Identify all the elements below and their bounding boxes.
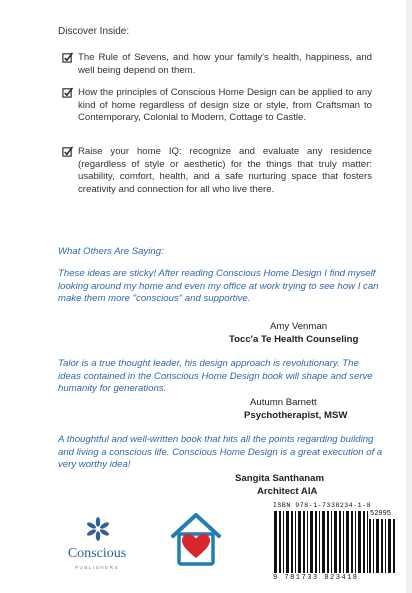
testimonial-org: Architect AIA — [257, 486, 318, 497]
price-barcode — [369, 519, 395, 573]
testimonial-attribution — [244, 396, 347, 422]
lotus-flower-icon — [87, 516, 109, 542]
discover-heading: Discover Inside: — [58, 26, 130, 37]
testimonial-org: Tocc'a Te Health Counseling — [229, 334, 359, 345]
testimonials-heading: What Others Are Saying: — [58, 246, 164, 257]
testimonial-name: Amy Venman — [270, 321, 328, 332]
feature-text: Raise your home IQ: recognize and evaluate any residence (regardless of style or aesthetic) for the things that truly matter: usability, comfort, health, and a safe nurturing space that fosters creativity and connection for all who live there. — [78, 146, 372, 195]
checked-box-icon — [62, 146, 73, 157]
testimonial-quote: Talor is a true thought leader, his design approach is revolutionary. The ideas contained in the Conscious Home Design book will shape and serve humanity for generations. — [58, 358, 373, 394]
testimonial-attribution — [229, 320, 358, 346]
feature-text: The Rule of Sevens, and how your family's health, happiness, and well being depend on them. — [78, 52, 372, 76]
feature-text: How the principles of Conscious Home Design can be applied to any kind of home regardless of design size or style, from Craftsman to Contemporary, Colonial to Modern, Cottage to Castle. — [78, 87, 372, 124]
feature-item — [62, 52, 372, 77]
checked-box-icon — [62, 52, 73, 63]
testimonial-name: Sangita Santhanam — [235, 473, 325, 484]
testimonial-quote: These ideas are sticky! After reading Conscious Home Design I find myself looking around my home and even my office at work trying to see how I can make them more "conscious" and supportive. — [58, 268, 379, 304]
ean-barcode — [274, 511, 368, 573]
feature-item — [62, 146, 372, 196]
feature-item — [62, 87, 372, 125]
publisher-tagline: PUBLISHERS — [74, 565, 120, 570]
checked-box-icon — [62, 87, 73, 98]
testimonial-quote: A thoughtful and well-written book that hits all the points regarding building and living a conscious life. Conscious Home Design is a great execution of a very worthy idea! — [58, 434, 383, 470]
testimonial-org: Psychotherapist, MSW — [244, 410, 348, 421]
page-edge — [406, 0, 412, 593]
isbn-text: ISBN 978-1-7338234-1-8 — [273, 502, 372, 509]
publisher-name: Conscious — [67, 546, 127, 561]
house-heart-icon — [169, 510, 223, 568]
barcode-number: 9 781733 823418 — [273, 574, 359, 582]
price-code: 52995 — [370, 510, 392, 518]
publisher-logo — [58, 516, 136, 576]
testimonial-attribution — [235, 472, 324, 498]
testimonial-name: Autumn Barnett — [250, 397, 317, 408]
